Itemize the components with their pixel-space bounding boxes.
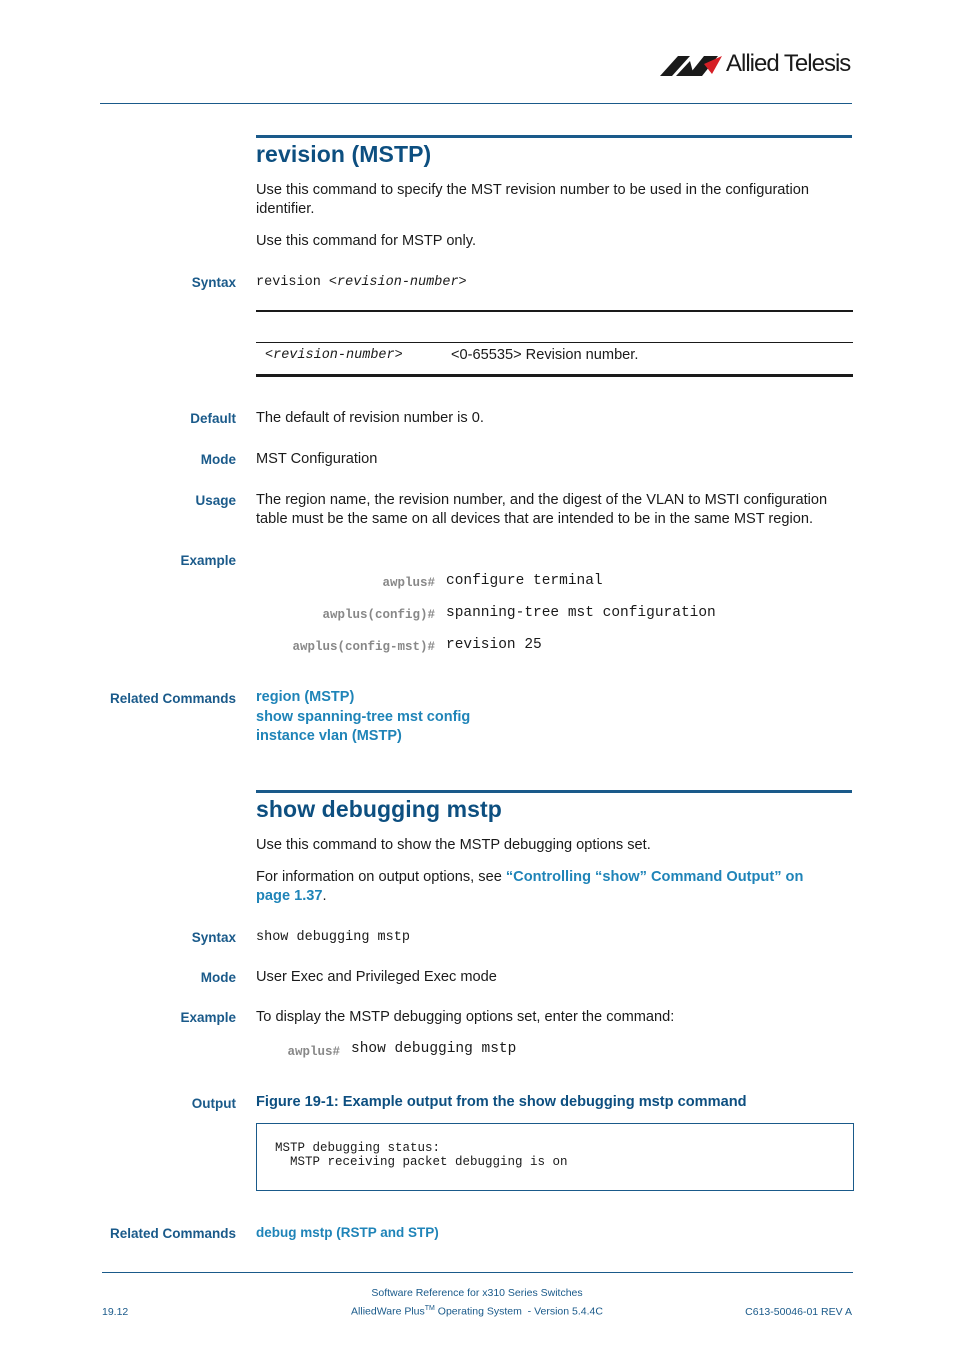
param-table-top-rule	[256, 310, 853, 312]
footer-product: AlliedWare Plus	[351, 1305, 425, 1318]
related-link-instance-vlan[interactable]: instance vlan (MSTP)	[256, 728, 402, 744]
syntax-label: Syntax	[191, 930, 236, 945]
section-rule	[256, 135, 852, 138]
note-suffix: .	[322, 888, 327, 904]
example-command: spanning-tree mst configuration	[446, 605, 716, 621]
logo-text: Allied Telesis	[726, 50, 851, 77]
output-options-note	[256, 868, 836, 906]
footer-title: Software Reference for x310 Series Switches	[371, 1287, 583, 1299]
syntax-label: Syntax	[191, 275, 236, 290]
document-number: C613-50046-01 REV A	[745, 1306, 852, 1318]
section-title: show debugging mstp	[256, 796, 502, 822]
related-link-show-spanning-tree[interactable]: show spanning-tree mst config	[256, 709, 471, 725]
output-label: Output	[191, 1096, 236, 1111]
section-title: revision (MSTP)	[256, 141, 432, 167]
example-prompt: awplus(config)#	[322, 608, 435, 622]
description-note: Use this command for MSTP only.	[256, 233, 477, 249]
example-text: To display the MSTP debugging options set, enter the command:	[256, 1009, 675, 1025]
related-commands-label: Related Commands	[109, 691, 236, 706]
example-command: show debugging mstp	[351, 1041, 517, 1057]
footer-os-version: Operating System - Version 5.4.4C	[434, 1305, 603, 1318]
mode-label: Mode	[200, 970, 236, 985]
param-table-header-rule	[256, 342, 853, 343]
page-number: 19.12	[102, 1306, 129, 1318]
syntax-command: revision	[256, 275, 329, 290]
param-table-bottom-rule	[256, 374, 853, 377]
description: Use this command to show the MSTP debugging options set.	[256, 837, 651, 853]
controlling-show-output-link[interactable]: “Controlling “show” Command Output” on page 1.37	[256, 869, 804, 904]
figure-caption: Figure 19-1: Example output from the show debugging mstp command	[256, 1094, 747, 1110]
trademark: TM	[424, 1305, 435, 1312]
syntax-param: <revision-number>	[328, 275, 467, 290]
default-text: The default of revision number is 0.	[256, 410, 484, 426]
mode-text: MST Configuration	[256, 451, 378, 467]
header-rule	[100, 103, 852, 104]
example-label: Example	[180, 1010, 236, 1025]
syntax-code	[256, 275, 467, 290]
example-label: Example	[180, 553, 236, 568]
example-prompt: awplus#	[382, 576, 435, 590]
example-prompt: awplus#	[287, 1045, 340, 1059]
related-link-debug-mstp[interactable]: debug mstp (RSTP and STP)	[256, 1225, 439, 1240]
default-label: Default	[190, 411, 236, 426]
note-text: For information on output options, see	[256, 869, 506, 885]
related-link-region[interactable]: region (MSTP)	[256, 689, 355, 705]
company-logo	[660, 50, 855, 80]
usage-text: The region name, the revision number, and the digest of the VLAN to MSTI configuration table must be the same on all devices that are intended to be in the same MST region.	[256, 492, 828, 527]
example-command: revision 25	[446, 637, 542, 653]
footer-rule	[102, 1272, 853, 1273]
output-line: MSTP debugging status:	[275, 1141, 441, 1155]
related-commands-label: Related Commands	[109, 1226, 236, 1241]
usage-label: Usage	[195, 493, 236, 508]
output-line: MSTP receiving packet debugging is on	[275, 1155, 568, 1169]
param-description: <0-65535> Revision number.	[451, 347, 639, 363]
output-box	[256, 1123, 854, 1191]
syntax-code: show debugging mstp	[256, 930, 410, 945]
param-name: <revision-number>	[265, 348, 403, 363]
mode-label: Mode	[200, 452, 236, 467]
description: Use this command to specify the MST revision number to be used in the configuration identifier.	[256, 182, 809, 217]
example-prompt: awplus(config-mst)#	[292, 640, 435, 654]
logo-mark-icon	[660, 52, 724, 78]
section-rule	[256, 790, 852, 793]
mode-text: User Exec and Privileged Exec mode	[256, 969, 497, 985]
example-command: configure terminal	[446, 573, 603, 589]
